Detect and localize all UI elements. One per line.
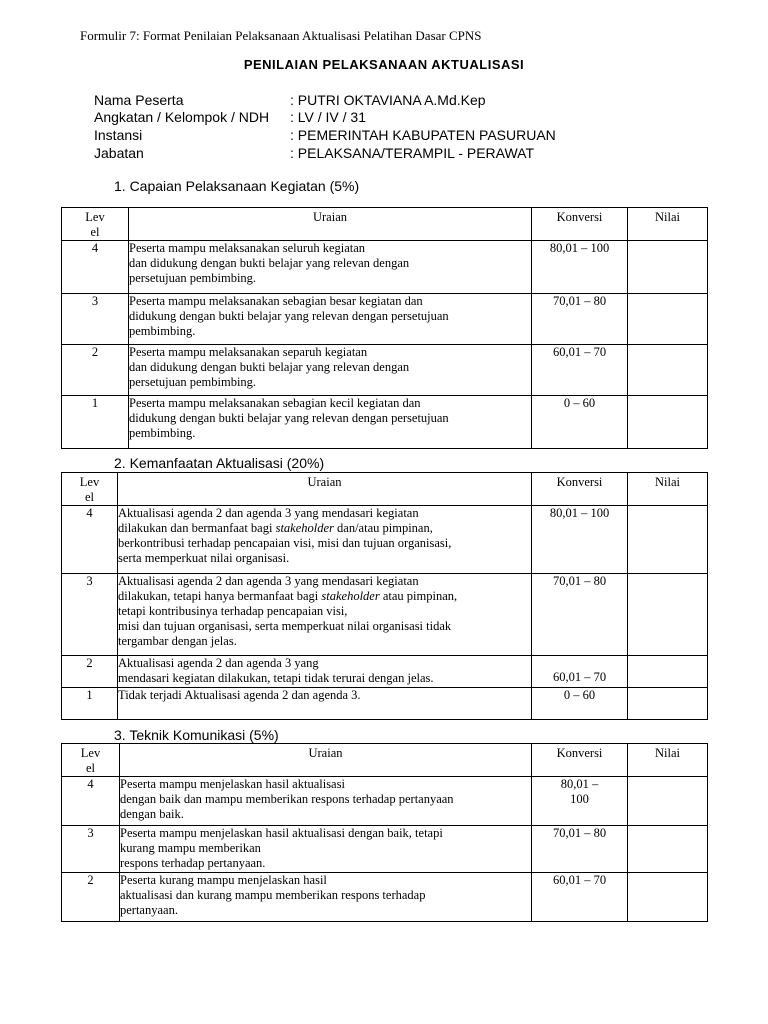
nilai-cell[interactable] xyxy=(628,396,708,449)
level-cell: 4 xyxy=(62,506,118,574)
level-cell: 2 xyxy=(62,656,118,688)
table-header-row xyxy=(62,208,708,241)
form-header: Formulir 7: Format Penilaian Pelaksanaan Aktualisasi Pelatihan Dasar CPNS xyxy=(80,28,482,43)
uraian-cell: Peserta mampu melaksanakan separuh kegiatan dan didukung dengan bukti belajar yang relevan dengan persetujuan pembimbing. xyxy=(129,345,532,396)
nilai-cell[interactable] xyxy=(628,345,708,396)
table-row xyxy=(62,826,708,873)
participant-name-value: : PUTRI OKTAVIANA A.Md.Kep xyxy=(290,92,486,108)
konversi-header: Konversi xyxy=(532,744,628,777)
table-row xyxy=(62,873,708,922)
uraian-cell: Peserta mampu melaksanakan seluruh kegiatan dan didukung dengan bukti belajar yang relevan dengan persetujuan pembimbing. xyxy=(129,241,532,294)
uraian-cell: Peserta mampu melaksanakan sebagian besar kegiatan dan didukung dengan bukti belajar yang relevan dengan persetujuan pembimbing. xyxy=(129,294,532,345)
nilai-cell[interactable] xyxy=(628,294,708,345)
nilai-cell[interactable] xyxy=(628,688,708,720)
level-header: Lev el xyxy=(62,208,129,241)
konversi-cell: 70,01 – 80 xyxy=(532,574,628,656)
level-cell: 3 xyxy=(62,574,118,656)
table-row xyxy=(62,241,708,294)
participant-agency-value: : PEMERINTAH KABUPATEN PASURUAN xyxy=(290,127,556,143)
table-row xyxy=(62,396,708,449)
konversi-header: Konversi xyxy=(532,208,628,241)
participant-agency-label: Instansi xyxy=(94,127,143,143)
uraian-cell: Tidak terjadi Aktualisasi agenda 2 dan agenda 3. xyxy=(118,688,532,720)
participant-position-value: : PELAKSANA/TERAMPIL - PERAWAT xyxy=(290,145,535,161)
table-row xyxy=(62,688,708,720)
section-3-heading: 3. Teknik Komunikasi (5%) xyxy=(114,727,279,743)
level-header: Lev el xyxy=(62,744,120,777)
konversi-cell: 80,01 – 100 xyxy=(532,506,628,574)
konversi-cell: 0 – 60 xyxy=(532,688,628,720)
level-cell: 4 xyxy=(62,777,120,826)
nilai-cell[interactable] xyxy=(628,826,708,873)
konversi-cell: 60,01 – 70 xyxy=(532,873,628,922)
uraian-cell: Aktualisasi agenda 2 dan agenda 3 yang mendasari kegiatan dilakukan dan bermanfaat bagi stakeholder dan/atau pimpinan, berkontribusi terhadap pencapaian visi, misi dan tujuan organisasi, serta memperkuat nilai organisasi. xyxy=(118,506,532,574)
nilai-header: Nilai xyxy=(628,473,708,506)
uraian-cell: Aktualisasi agenda 2 dan agenda 3 yang mendasari kegiatan dilakukan, tetapi hanya bermanfaat bagi stakeholder atau pimpinan, tetapi kontribusinya terhadap pencapaian visi, misi dan tujuan organisasi, serta memperkuat nilai organisasi tidak tergambar dengan jelas. xyxy=(118,574,532,656)
uraian-header: Uraian xyxy=(120,744,532,777)
section-2-table xyxy=(61,472,708,720)
uraian-header: Uraian xyxy=(118,473,532,506)
table-row xyxy=(62,656,708,688)
level-cell: 1 xyxy=(62,688,118,720)
uraian-cell: Aktualisasi agenda 2 dan agenda 3 yang mendasari kegiatan dilakukan, tetapi tidak terurai dengan jelas. xyxy=(118,656,532,688)
level-cell: 1 xyxy=(62,396,129,449)
nilai-cell[interactable] xyxy=(628,873,708,922)
konversi-cell: 60,01 – 70 xyxy=(532,345,628,396)
table-row xyxy=(62,777,708,826)
participant-position-label: Jabatan xyxy=(94,145,144,161)
uraian-cell: Peserta kurang mampu menjelaskan hasil aktualisasi dan kurang mampu memberikan respons terhadap pertanyaan. xyxy=(120,873,532,922)
uraian-cell: Peserta mampu melaksanakan sebagian kecil kegiatan dan didukung dengan bukti belajar yang relevan dengan persetujuan pembimbing. xyxy=(129,396,532,449)
nilai-header: Nilai xyxy=(628,208,708,241)
table-row xyxy=(62,345,708,396)
level-cell: 4 xyxy=(62,241,129,294)
konversi-header: Konversi xyxy=(532,473,628,506)
level-cell: 3 xyxy=(62,826,120,873)
section-3-table xyxy=(61,743,708,922)
level-cell: 3 xyxy=(62,294,129,345)
konversi-cell: 70,01 – 80 xyxy=(532,294,628,345)
nilai-cell[interactable] xyxy=(628,506,708,574)
nilai-cell[interactable] xyxy=(628,777,708,826)
konversi-cell: 60,01 – 70 xyxy=(532,656,628,688)
nilai-cell[interactable] xyxy=(628,241,708,294)
table-row xyxy=(62,574,708,656)
konversi-cell: 80,01 – 100 xyxy=(532,241,628,294)
konversi-cell: 0 – 60 xyxy=(532,396,628,449)
uraian-cell: Peserta mampu menjelaskan hasil aktualisasi dengan baik, tetapi kurang mampu memberikan respons terhadap pertanyaan. xyxy=(120,826,532,873)
table-row xyxy=(62,294,708,345)
table-header-row xyxy=(62,744,708,777)
participant-name-label: Nama Peserta xyxy=(94,92,184,108)
uraian-header: Uraian xyxy=(129,208,532,241)
document-title: PENILAIAN PELAKSANAAN AKTUALISASI xyxy=(243,57,525,72)
level-cell: 2 xyxy=(62,345,129,396)
level-header: Lev el xyxy=(62,473,118,506)
nilai-header: Nilai xyxy=(628,744,708,777)
konversi-cell: 80,01 – 100 xyxy=(532,777,628,826)
konversi-cell: 70,01 – 80 xyxy=(532,826,628,873)
section-2-heading: 2. Kemanfaatan Aktualisasi (20%) xyxy=(114,455,325,471)
section-1-heading: 1. Capaian Pelaksanaan Kegiatan (5%) xyxy=(114,178,360,194)
uraian-cell: Peserta mampu menjelaskan hasil aktualisasi dengan baik dan mampu memberikan respons terhadap pertanyaan dengan baik. xyxy=(120,777,532,826)
nilai-cell[interactable] xyxy=(628,574,708,656)
table-header-row xyxy=(62,473,708,506)
nilai-cell[interactable] xyxy=(628,656,708,688)
section-1-table xyxy=(61,207,708,449)
table-row xyxy=(62,506,708,574)
participant-batch-label: Angkatan / Kelompok / NDH xyxy=(94,109,270,125)
participant-batch-value: : LV / IV / 31 xyxy=(290,109,367,125)
level-cell: 2 xyxy=(62,873,120,922)
